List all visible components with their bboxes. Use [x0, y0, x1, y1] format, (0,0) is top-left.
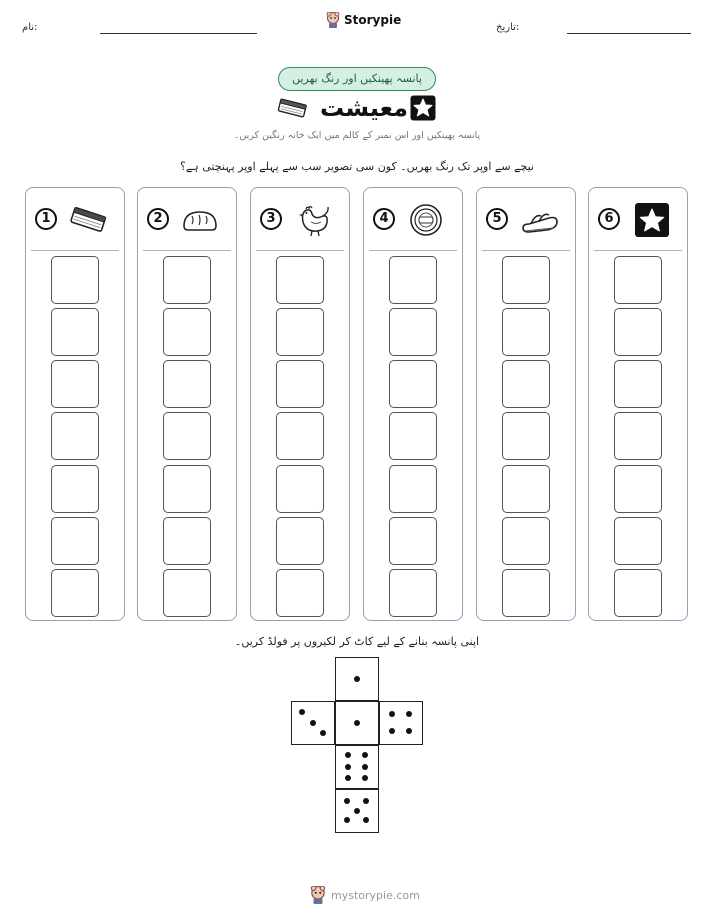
column-number: 4: [373, 208, 395, 230]
die-pip: [362, 764, 368, 770]
race-column-6: [588, 187, 688, 621]
die-pip: [389, 728, 395, 734]
die-face-top: [335, 657, 379, 701]
color-box[interactable]: [502, 308, 550, 356]
color-box[interactable]: [389, 569, 437, 617]
color-box[interactable]: [276, 465, 324, 513]
color-box[interactable]: [276, 360, 324, 408]
color-box[interactable]: [614, 308, 662, 356]
storypie-mascot-icon: [326, 12, 340, 28]
title-book-icon: [275, 96, 309, 122]
color-box[interactable]: [51, 569, 99, 617]
die-pip: [344, 798, 350, 804]
column-header: [364, 188, 462, 252]
die-pip: [354, 720, 360, 726]
die-pip: [344, 817, 350, 823]
color-box[interactable]: [163, 256, 211, 304]
color-box[interactable]: [502, 517, 550, 565]
date-label: تاریخ:: [496, 22, 520, 33]
color-box[interactable]: [614, 256, 662, 304]
die-instruction: اپنی پانسہ بنانے کے لیے کاٹ کر لکیروں پر فولڈ کریں۔: [234, 635, 480, 648]
brand-logo: [326, 12, 401, 28]
race-column-1: [25, 187, 125, 621]
book-icon: [66, 202, 110, 238]
die-pip: [389, 711, 395, 717]
column-header: [477, 188, 575, 252]
column-header: [26, 188, 124, 252]
color-box[interactable]: [614, 465, 662, 513]
color-box[interactable]: [614, 412, 662, 460]
color-box[interactable]: [163, 412, 211, 460]
column-number: 1: [35, 208, 57, 230]
date-line: [567, 33, 691, 34]
hen-icon: [291, 202, 335, 238]
color-box[interactable]: [502, 412, 550, 460]
race-column-3: [250, 187, 350, 621]
color-box[interactable]: [51, 517, 99, 565]
name-label: نام:: [22, 22, 38, 33]
column-divider: [482, 250, 570, 251]
die-pip: [362, 775, 368, 781]
name-line: [100, 33, 257, 34]
color-box[interactable]: [163, 360, 211, 408]
footer-url: mystorypie.com: [331, 888, 420, 902]
title-star-icon: [410, 95, 436, 121]
die-pip: [406, 711, 412, 717]
color-box[interactable]: [51, 412, 99, 460]
column-divider: [143, 250, 231, 251]
die-pip: [345, 775, 351, 781]
column-divider: [256, 250, 344, 251]
die-pip: [362, 752, 368, 758]
color-box[interactable]: [389, 256, 437, 304]
die-face-center: [335, 701, 379, 745]
brand-name: Storypie: [344, 13, 402, 27]
die-pip: [299, 709, 305, 715]
die-face-bottom: [335, 789, 379, 833]
storypie-mascot-icon: [310, 886, 326, 904]
color-box[interactable]: [502, 569, 550, 617]
color-box[interactable]: [276, 256, 324, 304]
die-face-lower: [335, 745, 379, 789]
die-face-left: [291, 701, 335, 745]
color-box[interactable]: [389, 465, 437, 513]
color-box[interactable]: [163, 465, 211, 513]
race-instruction: نیچے سے اوپر تک رنگ بھریں۔ کون سی تصویر سب سے پہلے اوپر پہنچتی ہے؟: [180, 160, 534, 173]
die-pip: [354, 808, 360, 814]
race-column-5: [476, 187, 576, 621]
color-box[interactable]: [614, 569, 662, 617]
color-box[interactable]: [502, 465, 550, 513]
column-divider: [369, 250, 457, 251]
die-pip: [310, 720, 316, 726]
die-pip: [363, 798, 369, 804]
column-divider: [594, 250, 682, 251]
sandal-icon: [517, 202, 561, 238]
die-face-right: [379, 701, 423, 745]
color-box[interactable]: [276, 517, 324, 565]
color-box[interactable]: [389, 308, 437, 356]
bread-icon: [178, 202, 222, 238]
activity-tag: پانسہ پھینکیں اور رنگ بھریں: [278, 67, 436, 91]
color-box[interactable]: [276, 569, 324, 617]
column-number: 6: [598, 208, 620, 230]
color-box[interactable]: [163, 308, 211, 356]
color-box[interactable]: [276, 308, 324, 356]
column-number: 5: [486, 208, 508, 230]
color-box[interactable]: [502, 360, 550, 408]
die-pip: [345, 752, 351, 758]
star-icon: [629, 202, 673, 238]
footer: [310, 886, 420, 904]
subtitle: پانسہ پھینکیں اور اس نمبر کے کالم میں ایک خانہ رنگین کریں۔: [233, 130, 481, 141]
die-pip: [363, 817, 369, 823]
color-box[interactable]: [163, 517, 211, 565]
die-pip: [345, 764, 351, 770]
race-column-4: [363, 187, 463, 621]
column-header: [251, 188, 349, 252]
die-pip: [354, 676, 360, 682]
color-box[interactable]: [51, 256, 99, 304]
column-number: 2: [147, 208, 169, 230]
plate-icon: [404, 202, 448, 238]
column-header: [138, 188, 236, 252]
color-box[interactable]: [276, 412, 324, 460]
color-box[interactable]: [51, 360, 99, 408]
color-box[interactable]: [614, 517, 662, 565]
color-box[interactable]: [502, 256, 550, 304]
color-box[interactable]: [51, 308, 99, 356]
race-column-2: [137, 187, 237, 621]
column-number: 3: [260, 208, 282, 230]
die-pip: [320, 730, 326, 736]
color-box[interactable]: [389, 517, 437, 565]
die-pip: [406, 728, 412, 734]
column-divider: [31, 250, 119, 251]
color-box[interactable]: [614, 360, 662, 408]
color-box[interactable]: [389, 412, 437, 460]
color-box[interactable]: [163, 569, 211, 617]
page-title: معیشت: [320, 94, 409, 122]
column-header: [589, 188, 687, 252]
color-box[interactable]: [51, 465, 99, 513]
color-box[interactable]: [389, 360, 437, 408]
